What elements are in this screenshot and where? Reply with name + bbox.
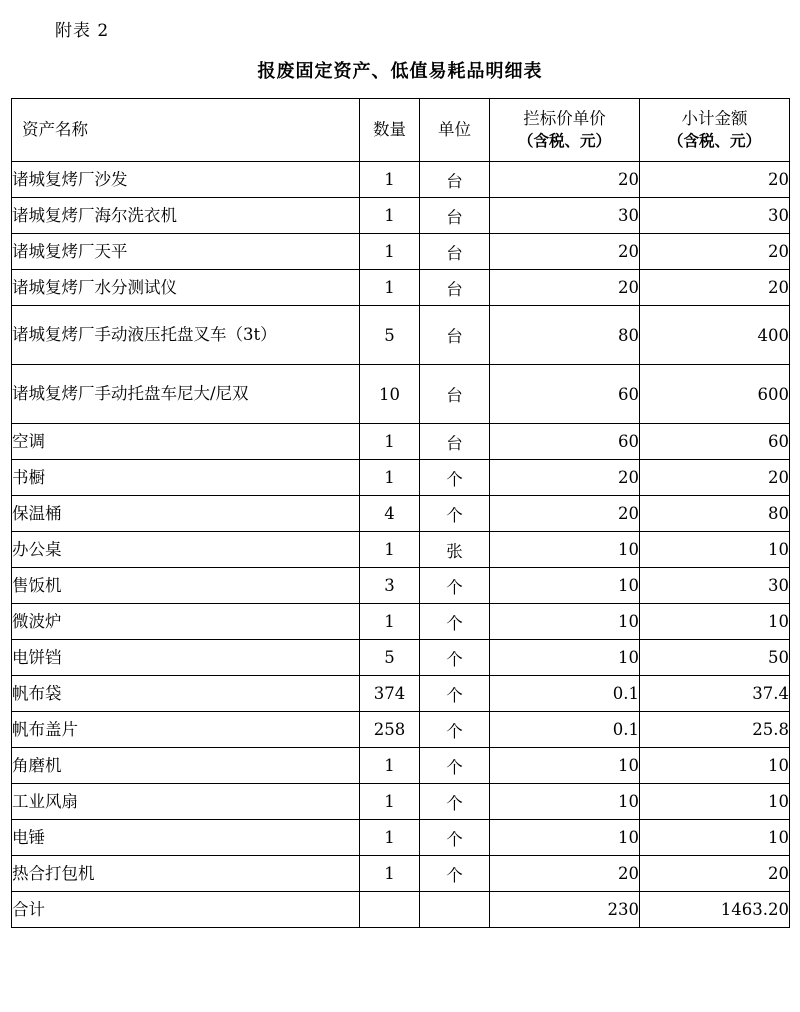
- table-row: [12, 676, 790, 712]
- cell-asset-name: 电饼铛: [12, 640, 360, 676]
- cell-unit: 台: [420, 234, 490, 270]
- table-row: [12, 460, 790, 496]
- cell-unit: 个: [420, 748, 490, 784]
- cell-price: 10: [490, 532, 640, 568]
- cell-quantity: 1: [360, 460, 420, 496]
- cell-amount: 10: [640, 604, 790, 640]
- cell-price: 20: [490, 162, 640, 198]
- cell-asset-name: 帆布盖片: [12, 712, 360, 748]
- cell-quantity: 258: [360, 712, 420, 748]
- header-amount-sub: （含税、元）: [667, 130, 761, 150]
- cell-quantity: 1: [360, 532, 420, 568]
- cell-unit: 个: [420, 604, 490, 640]
- table-row: [12, 532, 790, 568]
- table-row: [12, 424, 790, 460]
- cell-unit: 个: [420, 568, 490, 604]
- cell-unit: 个: [420, 712, 490, 748]
- cell-quantity: 1: [360, 748, 420, 784]
- cell-unit: 台: [420, 306, 490, 365]
- cell-amount: 10: [640, 820, 790, 856]
- cell-price: 10: [490, 640, 640, 676]
- cell-amount: 20: [640, 270, 790, 306]
- cell-price: 10: [490, 568, 640, 604]
- table-header-row: [12, 99, 790, 162]
- cell-amount: 20: [640, 856, 790, 892]
- cell-total-unit: [420, 892, 490, 928]
- cell-unit: 台: [420, 162, 490, 198]
- table-row: [12, 496, 790, 532]
- header-amount: [640, 99, 790, 162]
- cell-amount: 60: [640, 424, 790, 460]
- cell-unit: 台: [420, 424, 490, 460]
- cell-quantity: 1: [360, 604, 420, 640]
- header-quantity: 数量: [360, 99, 420, 162]
- cell-asset-name: 诸城复烤厂手动液压托盘叉车（3t）: [12, 306, 360, 365]
- cell-asset-name: 办公桌: [12, 532, 360, 568]
- cell-unit: 台: [420, 365, 490, 424]
- table-row: [12, 712, 790, 748]
- cell-quantity: 1: [360, 856, 420, 892]
- cell-asset-name: 电锤: [12, 820, 360, 856]
- cell-total-amount: 1463.20: [640, 892, 790, 928]
- cell-amount: 20: [640, 162, 790, 198]
- table-row: [12, 784, 790, 820]
- table-header: [12, 99, 790, 162]
- cell-price: 30: [490, 198, 640, 234]
- cell-price: 10: [490, 784, 640, 820]
- cell-unit: 个: [420, 496, 490, 532]
- cell-unit: 个: [420, 460, 490, 496]
- cell-quantity: 1: [360, 784, 420, 820]
- cell-quantity: 4: [360, 496, 420, 532]
- cell-price: 0.1: [490, 712, 640, 748]
- table-row: [12, 568, 790, 604]
- table-row: [12, 365, 790, 424]
- cell-amount: 10: [640, 784, 790, 820]
- cell-asset-name: 书橱: [12, 460, 360, 496]
- page-title: 报废固定资产、低值易耗品明细表: [257, 61, 543, 82]
- cell-amount: 10: [640, 748, 790, 784]
- cell-quantity: 1: [360, 270, 420, 306]
- cell-asset-name: 保温桶: [12, 496, 360, 532]
- cell-price: 20: [490, 856, 640, 892]
- cell-amount: 30: [640, 198, 790, 234]
- cell-asset-name: 工业风扇: [12, 784, 360, 820]
- cell-unit: 台: [420, 270, 490, 306]
- table-row: [12, 856, 790, 892]
- cell-quantity: 10: [360, 365, 420, 424]
- cell-amount: 10: [640, 532, 790, 568]
- header-price-main: 拦标价单价: [523, 109, 606, 129]
- cell-price: 10: [490, 748, 640, 784]
- cell-unit: 台: [420, 198, 490, 234]
- cell-amount: 80: [640, 496, 790, 532]
- cell-quantity: 5: [360, 306, 420, 365]
- cell-asset-name: 帆布袋: [12, 676, 360, 712]
- cell-asset-name: 诸城复烤厂沙发: [12, 162, 360, 198]
- cell-total-quantity: [360, 892, 420, 928]
- cell-amount: 400: [640, 306, 790, 365]
- cell-amount: 50: [640, 640, 790, 676]
- table-row: [12, 640, 790, 676]
- table-row: [12, 748, 790, 784]
- header-amount-main: 小计金额: [681, 109, 748, 129]
- cell-quantity: 1: [360, 424, 420, 460]
- cell-unit: 个: [420, 676, 490, 712]
- table-body: [12, 162, 790, 928]
- cell-price: 60: [490, 424, 640, 460]
- cell-amount: 20: [640, 460, 790, 496]
- cell-price: 20: [490, 496, 640, 532]
- table-total-row: [12, 892, 790, 928]
- cell-price: 10: [490, 820, 640, 856]
- cell-asset-name: 诸城复烤厂海尔洗衣机: [12, 198, 360, 234]
- cell-unit: 张: [420, 532, 490, 568]
- cell-asset-name: 热合打包机: [12, 856, 360, 892]
- cell-quantity: 1: [360, 234, 420, 270]
- cell-amount: 30: [640, 568, 790, 604]
- cell-unit: 个: [420, 856, 490, 892]
- cell-price: 20: [490, 234, 640, 270]
- table-row: [12, 820, 790, 856]
- cell-asset-name: 诸城复烤厂天平: [12, 234, 360, 270]
- table-row: [12, 604, 790, 640]
- table-row: [12, 198, 790, 234]
- cell-asset-name: 诸城复烤厂水分测试仪: [12, 270, 360, 306]
- cell-unit: 个: [420, 820, 490, 856]
- cell-quantity: 3: [360, 568, 420, 604]
- asset-disposal-table: [11, 98, 790, 928]
- table-row: [12, 306, 790, 365]
- cell-quantity: 1: [360, 820, 420, 856]
- table-row: [12, 234, 790, 270]
- cell-amount: 20: [640, 234, 790, 270]
- cell-price: 10: [490, 604, 640, 640]
- cell-quantity: 374: [360, 676, 420, 712]
- cell-asset-name: 微波炉: [12, 604, 360, 640]
- cell-unit: 个: [420, 640, 490, 676]
- cell-price: 20: [490, 270, 640, 306]
- cell-quantity: 1: [360, 198, 420, 234]
- header-price: [490, 99, 640, 162]
- cell-total-label: 合计: [12, 892, 360, 928]
- cell-amount: 37.4: [640, 676, 790, 712]
- cell-amount: 25.8: [640, 712, 790, 748]
- attachment-label: 附表 2: [55, 21, 110, 41]
- cell-asset-name: 售饭机: [12, 568, 360, 604]
- cell-quantity: 5: [360, 640, 420, 676]
- cell-total-price: 230: [490, 892, 640, 928]
- cell-price: 80: [490, 306, 640, 365]
- table-row: [12, 270, 790, 306]
- cell-unit: 个: [420, 784, 490, 820]
- header-price-sub: （含税、元）: [517, 130, 611, 150]
- cell-asset-name: 空调: [12, 424, 360, 460]
- cell-amount: 600: [640, 365, 790, 424]
- header-asset-name: 资产名称: [12, 99, 360, 162]
- cell-price: 20: [490, 460, 640, 496]
- cell-asset-name: 诸城复烤厂手动托盘车尼大/尼双: [12, 365, 360, 424]
- cell-price: 0.1: [490, 676, 640, 712]
- cell-price: 60: [490, 365, 640, 424]
- table-row: [12, 162, 790, 198]
- cell-quantity: 1: [360, 162, 420, 198]
- cell-asset-name: 角磨机: [12, 748, 360, 784]
- header-unit: 单位: [420, 99, 490, 162]
